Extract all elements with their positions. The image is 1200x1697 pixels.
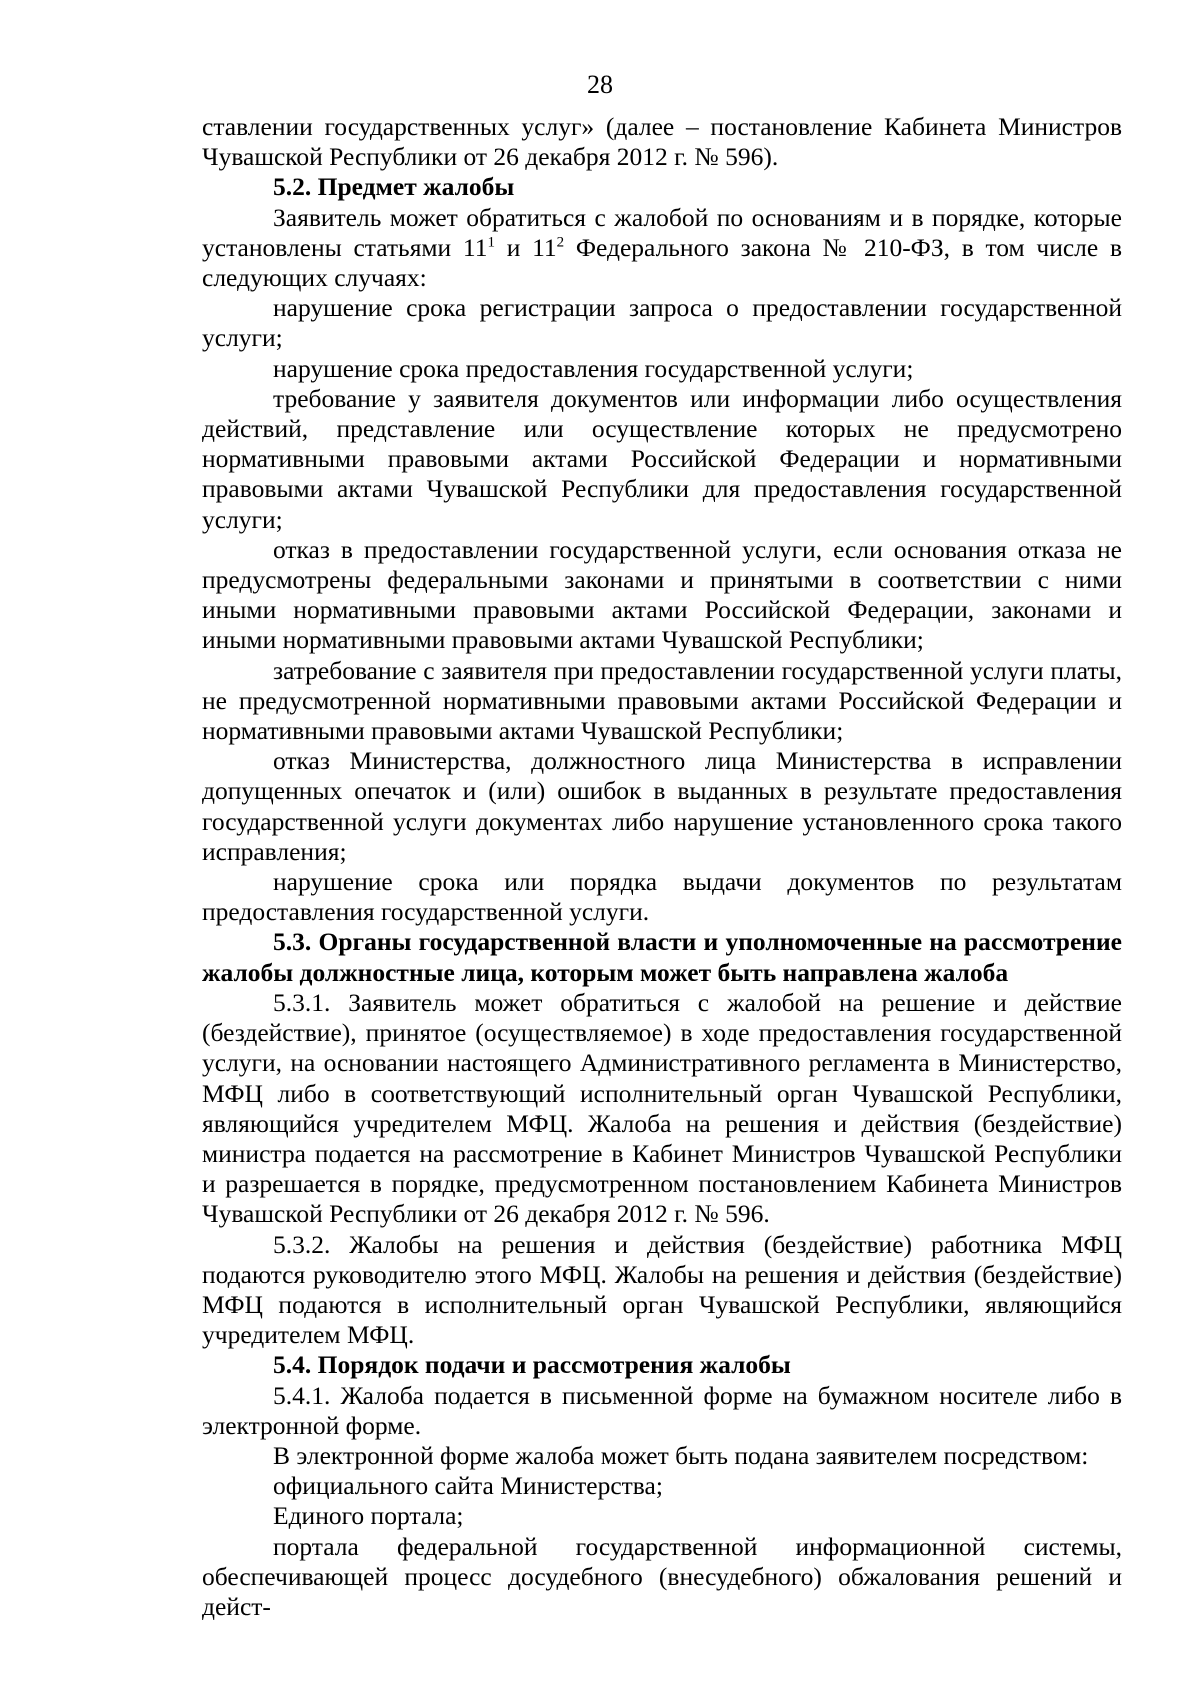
list-item-term-violation: нарушение срока предоставления государственной услуги;: [273, 353, 914, 383]
list-item-issuance-violation: нарушение срока или порядка выдачи документов по результатам предоставления государственной услуги.: [202, 867, 1122, 927]
list-item-correction-refusal: отказ Министерства, должностного лица Министерства в исправлении допущенных опечаток и (или) ошибок в выданных в результате предоставления государственной услуги документах либо нарушение установленного срока такого исправления;: [202, 746, 1122, 866]
list-item-refusal: отказ в предоставлении государственной услуги, если основания отказа не предусмотрены федеральными законами и принятыми в соответствии с ними иными нормативными правовыми актами Российской Федерации, законами и иными нормативными правовыми актами Чувашской Республики;: [202, 534, 1122, 655]
paragraph-5-3-1: 5.3.1. Заявитель может обратиться с жалобой на решение и действие (бездействие), принятое (осуществляемое) в ходе предоставления государственной услуги, на основании настоящего Административного регламента в Министерство, МФЦ либо в соответствующий исполнительный орган Чувашской Республики, являющийся учредителем МФЦ. Жалоба на решения и действия (бездействие) министра подается на рассмотрение в Кабинет Министров Чувашской Республики и разрешается в порядке, предусмотренном постановлением Кабинета Министров Чувашской Республики от 26 декабря 2012 г. № 596.: [202, 987, 1122, 1229]
page-number: 28: [587, 70, 613, 99]
section-heading-5-4: 5.4. Порядок подачи и рассмотрения жалобы: [273, 1350, 791, 1380]
text-part: Заявитель может обратиться с жалобой по основаниям и в порядке, которые установлены статьями 11: [202, 202, 1122, 262]
superscript: 2: [556, 234, 565, 251]
list-item-registration-violation: нарушение срока регистрации запроса о предоставлении государственной услуги;: [202, 293, 1122, 353]
paragraph-5-4-1: 5.4.1. Жалоба подается в письменной форме на бумажном носителе либо в электронной форме.: [202, 1380, 1122, 1440]
list-item-document-requirement: требование у заявителя документов или информации либо осуществления действий, представление или осуществление которых не предусмотрено нормативными правовыми актами Российской Федерации и нормативными правовыми актами Чувашской Республики для предоставления государственной услуги;: [202, 383, 1122, 534]
text-part: и 11: [494, 232, 557, 262]
list-item-official-site: официального сайта Министерства;: [273, 1471, 663, 1501]
section-heading-5-2: 5.2. Предмет жалобы: [273, 172, 515, 202]
paragraph-complaint-basis: [202, 203, 1122, 294]
text-part: Федерального закона № 210-ФЗ, в том числе в следующих случаях:: [202, 232, 1122, 293]
paragraph-continuation: ставлении государственных услуг» (далее – постановление Кабинета Министров Чувашской Республики от 26 декабря 2012 г. № 596).: [202, 112, 1122, 172]
paragraph-electronic-form: В электронной форме жалоба может быть подана заявителем посредством:: [273, 1440, 1089, 1470]
list-item-unified-portal: Единого портала;: [273, 1501, 464, 1531]
paragraph-5-3-2: 5.3.2. Жалобы на решения и действия (бездействие) работника МФЦ подаются руководителю этого МФЦ. Жалобы на решения и действия (бездействие) МФЦ подаются в исполнительный орган Чувашской Республики, являющийся учредителем МФЦ.: [202, 1229, 1122, 1350]
list-item-fee-demand: затребование с заявителя при предоставлении государственной услуги платы, не предусмотренной нормативными правовыми актами Российской Федерации и нормативными правовыми актами Чувашской Республики;: [202, 655, 1122, 746]
list-item-federal-portal: портала федеральной государственной информационной системы, обеспечивающей процесс досудебного (внесудебного) обжалования решений и дейст-: [202, 1531, 1122, 1621]
document-body: [202, 112, 1122, 1622]
superscript: 1: [487, 234, 495, 251]
section-heading-5-3: 5.3. Органы государственной власти и уполномоченные на рассмотрение жалобы должностные лица, которым может быть направлена жалоба: [202, 927, 1122, 987]
